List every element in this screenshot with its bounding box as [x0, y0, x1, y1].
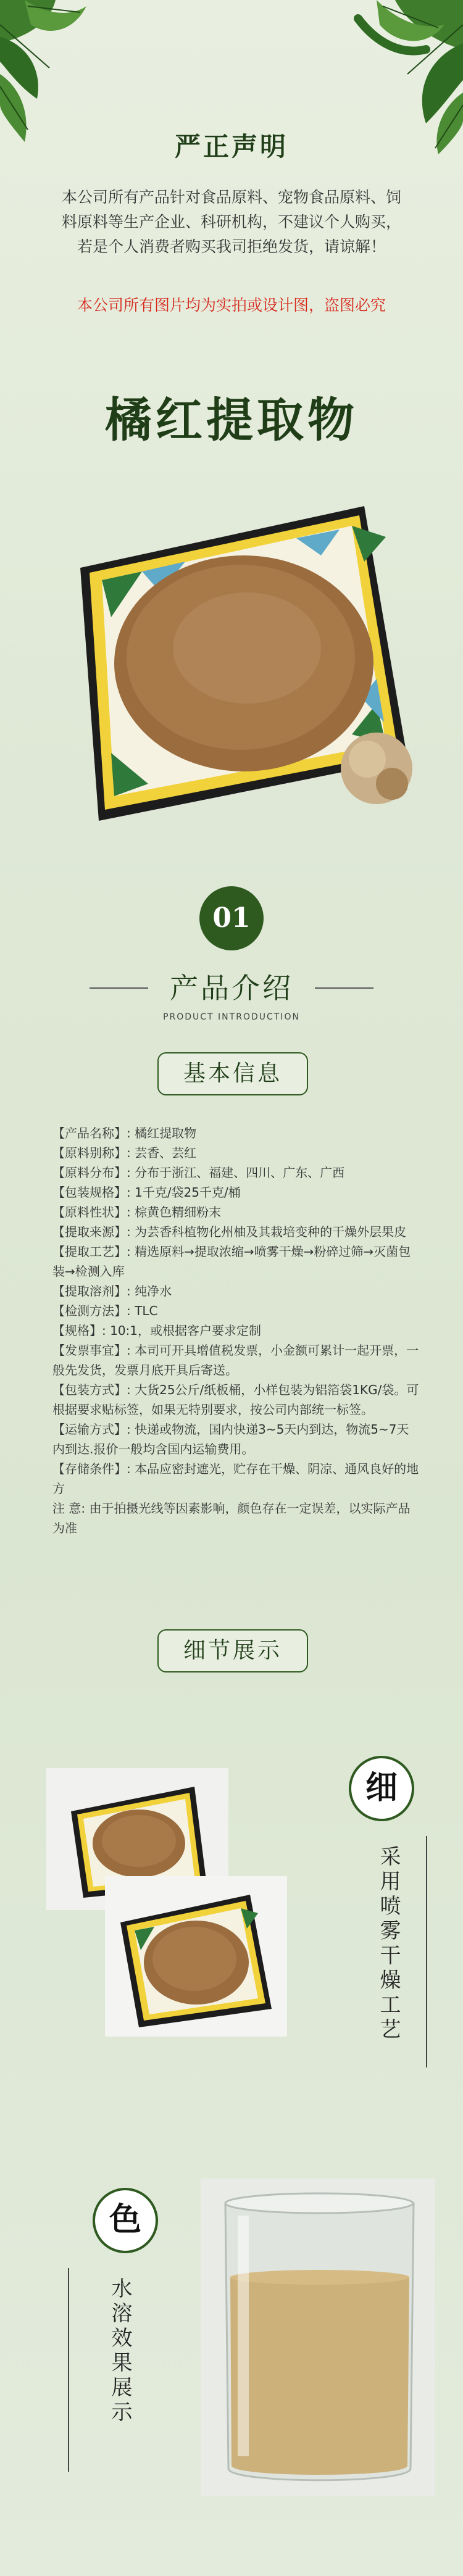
- info-row: 【包装规格】: 1千克/袋25千克/桶: [52, 1185, 241, 1200]
- solution-beaker-photo: [201, 2179, 435, 2496]
- info-row: 【规格】: 10:1，或根据客户要求定制: [52, 1323, 262, 1338]
- info-row: 【提取来源】: 为芸香科植物化州柚及其栽培变种的干燥外层果皮: [52, 1224, 407, 1239]
- detail-text-2: 水溶效果展示: [107, 2277, 132, 2425]
- section-divider-right: [315, 987, 373, 989]
- info-row: 【运输方式】: 快递或物流，国内快递3~5天内到达，物流5~7天内到达.报价一般均含国内运输费用。: [52, 1422, 409, 1456]
- info-row: 【发票事宜】: 本司可开具增值税发票，小金额可累计一起开票，一般先发货，发票月底开具后寄送。: [52, 1343, 419, 1377]
- basic-info-label: 基本信息: [157, 1052, 308, 1095]
- notice-body: 本公司所有产品针对食品原料、宠物食品原料、饲料原料等生产企业、科研机构，不建议个人购买，若是个人消费者购买我司拒绝发货，请谅解！: [61, 188, 401, 256]
- notice-warning: 本公司所有图片均为实拍或设计图，盗图必究: [77, 296, 386, 314]
- detail-text-1: 采用喷雾干燥工艺: [376, 1845, 401, 2043]
- info-row: 【提取溶剂】: 纯净水: [52, 1284, 172, 1298]
- section-number-badge: 01: [199, 886, 264, 950]
- product-plate-image: [43, 494, 420, 839]
- product-title: 橘红提取物: [105, 393, 358, 447]
- info-row: 【存储条件】: 本品应密封遮光，贮存在干燥、阴凉、通风良好的地方: [52, 1461, 419, 1496]
- info-row: 【产品名称】: 橘红提取物: [52, 1126, 197, 1141]
- notice-title: 严正声明: [174, 131, 288, 162]
- info-row: 【原料别称】: 芸香、芸红: [52, 1145, 197, 1160]
- info-row: 【原料性状】: 棕黄色精细粉末: [52, 1205, 222, 1219]
- info-row: 注 意: 由于拍摄光线等因素影响，颜色存在一定误差，以实际产品为准: [52, 1501, 411, 1535]
- detail-label: 细节展示: [157, 1629, 308, 1672]
- info-row: 【检测方法】: TLC: [52, 1303, 158, 1318]
- detail-icon-color: 色: [93, 2188, 158, 2253]
- section-title: 产品介绍: [170, 971, 293, 1005]
- detail-photo-2: [105, 1876, 287, 2037]
- info-row: 【原料分布】: 分布于浙江、福建、四川、广东、广西: [52, 1165, 345, 1180]
- detail-icon-fine: 细: [349, 1756, 414, 1821]
- section-subtitle: PRODUCT INTRODUCTION: [163, 1012, 300, 1022]
- info-row: 【提取工艺】: 精选原料→提取浓缩→喷雾干燥→粉碎过筛→灭菌包装→检测入库: [52, 1244, 411, 1279]
- leaf-decoration-left: [0, 0, 93, 142]
- info-row: 【包装方式】: 大货25公斤/纸板桶，小样包装为铝箔袋1KG/袋。可根据要求贴标签，如果无特别要求，按公司内部统一标签。: [52, 1382, 419, 1417]
- product-info-list: [52, 1123, 420, 1538]
